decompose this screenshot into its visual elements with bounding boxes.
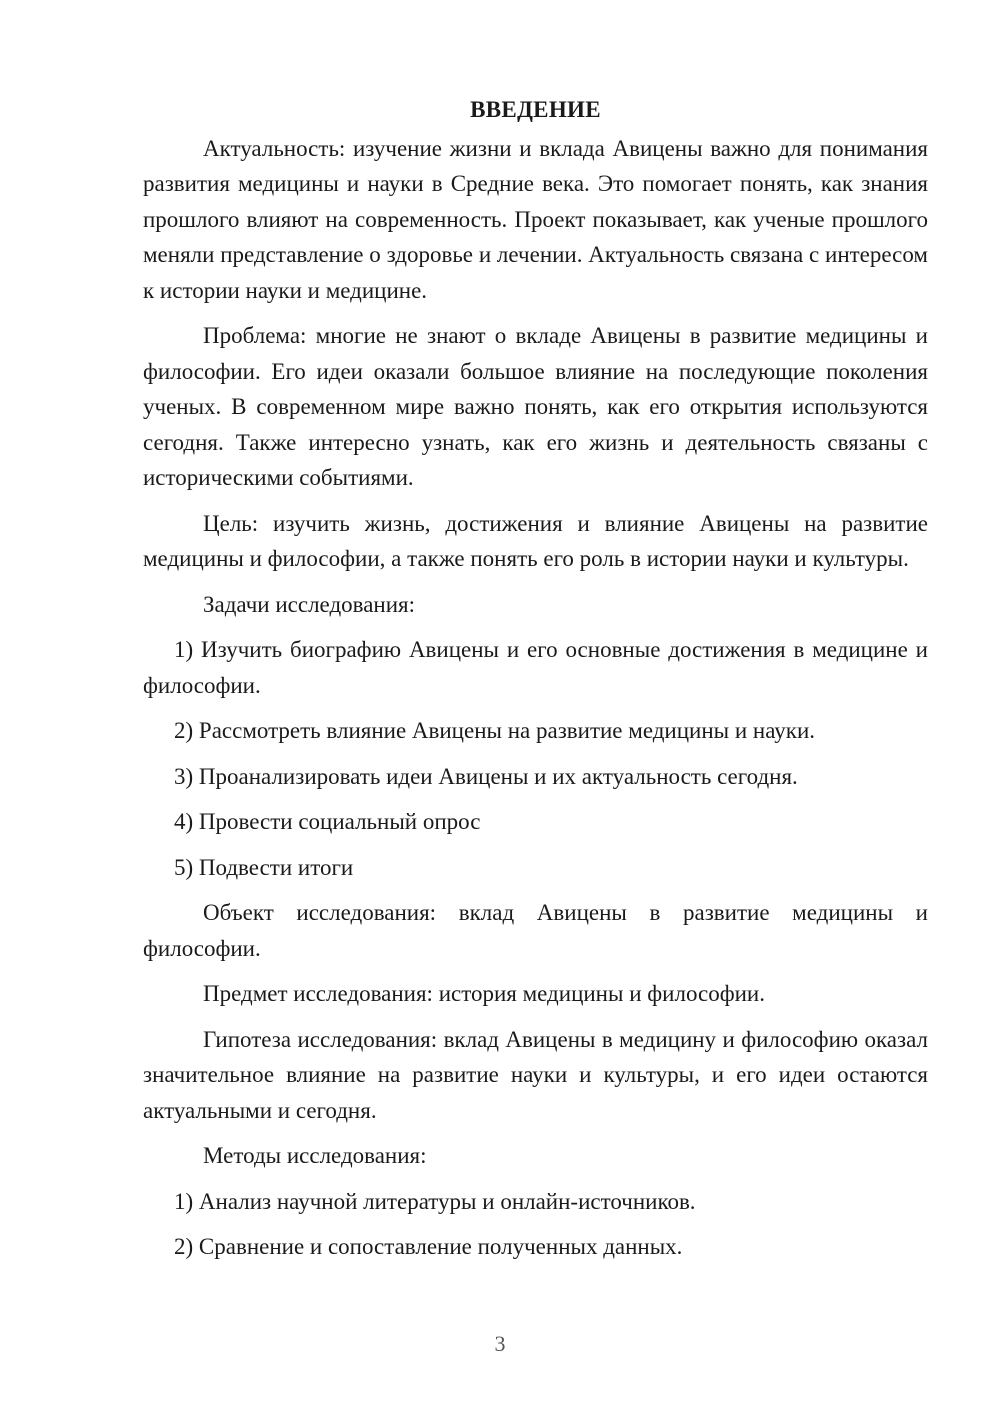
tasks-heading: Задачи исследования: <box>203 591 416 617</box>
task-item-4: 4) Провести социальный опрос <box>174 809 481 834</box>
task-item-2: 2) Рассмотреть влияние Авицены на развитие медицины и науки. <box>174 718 816 743</box>
hypothesis-paragraph: Гипотеза исследования: вклад Авицены в медицину и философию оказал значительное влияние на развитие науки и культуры, и его идеи остаются актуальными и сегодня. <box>143 1026 928 1123</box>
section-title: ВВЕДЕНИЕ <box>470 97 601 122</box>
object-paragraph: Объект исследования: вклад Авицены в развитие медицины и философии. <box>143 900 928 961</box>
task-item-1: 1) Изучить биографию Авицены и его основные достижения в медицине и философии. <box>143 637 928 698</box>
relevance-paragraph: Актуальность: изучение жизни и вклада Авицены важно для понимания развития медицины и науки в Средние века. Это помогает понять, как знания прошлого влияют на современность. Проект показывает, как ученые прошлого меняли представление о здоровье и лечении. Актуальность связана с интересом к истории науки и медицине. <box>143 135 928 303</box>
problem-paragraph: Проблема: многие не знают о вкладе Авицены в развитие медицины и философии. Его идеи оказали большое влияние на последующие поколения ученых. В современном мире важно понять, как его открытия используются сегодня. Также интересно узнать, как его жизнь и деятельность связаны с историческими событиями. <box>143 323 928 490</box>
document-page <box>143 92 928 1275</box>
methods-heading: Методы исследования: <box>203 1143 427 1168</box>
method-item-2: 2) Сравнение и сопоставление полученных данных. <box>174 1234 683 1259</box>
subject-paragraph: Предмет исследования: история медицины и философии. <box>203 981 765 1006</box>
task-item-3: 3) Проанализировать идеи Авицены и их актуальность сегодня. <box>174 763 798 789</box>
task-item-5: 5) Подвести итоги <box>174 854 354 880</box>
page-number: 3 <box>494 1331 506 1356</box>
goal-paragraph: Цель: изучить жизнь, достижения и влияние Авицены на развитие медицины и философии, а также понять его роль в истории науки и культуры. <box>143 510 928 571</box>
method-item-1: 1) Анализ научной литературы и онлайн-источников. <box>174 1188 696 1214</box>
